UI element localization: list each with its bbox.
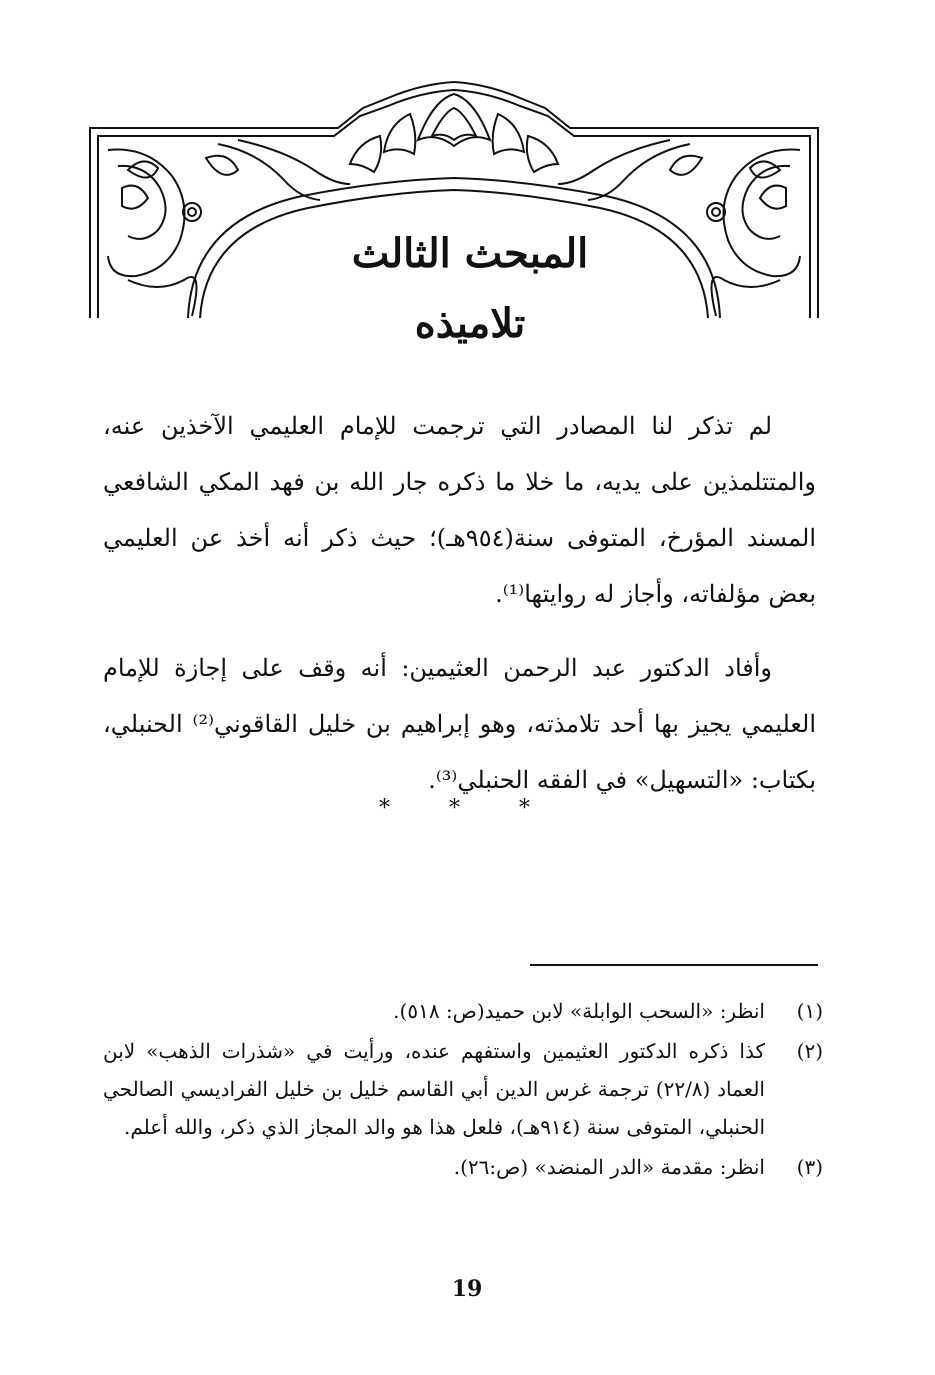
footnote: [103, 1148, 823, 1186]
ornamental-header-frame: [88, 80, 820, 320]
footnote: [103, 1032, 823, 1146]
footnote-number: (٢): [796, 1039, 823, 1063]
footnote-number: (١): [796, 999, 823, 1023]
footnote-number: (٣): [796, 1155, 823, 1179]
page-number: 19: [451, 1276, 483, 1302]
footnote-text: كذا ذكره الدكتور العثيمين واستفهم عنده، ورأيت في «شذرات الذهب» لابن العماد (٢٢/٨) ترجمة غرس الدين أبي القاسم خليل بن خليل الفراديسي الصالحي الحنبلي، المتوفى سنة (٩١٤هـ)، فلعل هذا هو والد المجاز الذي ذكر، والله أعلم.: [103, 1039, 765, 1139]
footnote: [103, 992, 823, 1030]
footnote-text: انظر: «السحب الوابلة» لابن حميد(ص: ٥١٨).: [393, 999, 765, 1023]
main-text: [103, 398, 816, 826]
section-title: تلاميذه: [414, 300, 526, 347]
footnotes: [103, 992, 823, 1188]
arabesque-ornament-icon: [88, 80, 820, 320]
chapter-title: المبحث الثالث: [351, 230, 589, 277]
footnote-divider: [530, 964, 818, 966]
section-separator: * * *: [379, 796, 556, 821]
paragraph: لم تذكر لنا المصادر التي ترجمت للإمام العليمي الآخذين عنه، والمتتلمذين على يديه، ما خلا ما ذكره جار الله بن فهد المكي الشافعي المسند المؤرخ، المتوفى سنة(٩٥٤هـ)؛ حيث ذكر أنه أخذ عن العليمي بعض مؤلفاته، وأجاز له روايتها⁽¹⁾.: [103, 412, 816, 608]
paragraph: وأفاد الدكتور عبد الرحمن العثيمين: أنه وقف على إجازة للإمام العليمي يجيز بها أحد تلامذته، وهو إبراهيم بن خليل القاقوني⁽²⁾ الحنبلي، بكتاب: «التسهيل» في الفقه الحنبلي⁽³⁾.: [103, 654, 816, 794]
footnote-text: انظر: مقدمة «الدر المنضد» (ص:٢٦).: [453, 1155, 765, 1179]
